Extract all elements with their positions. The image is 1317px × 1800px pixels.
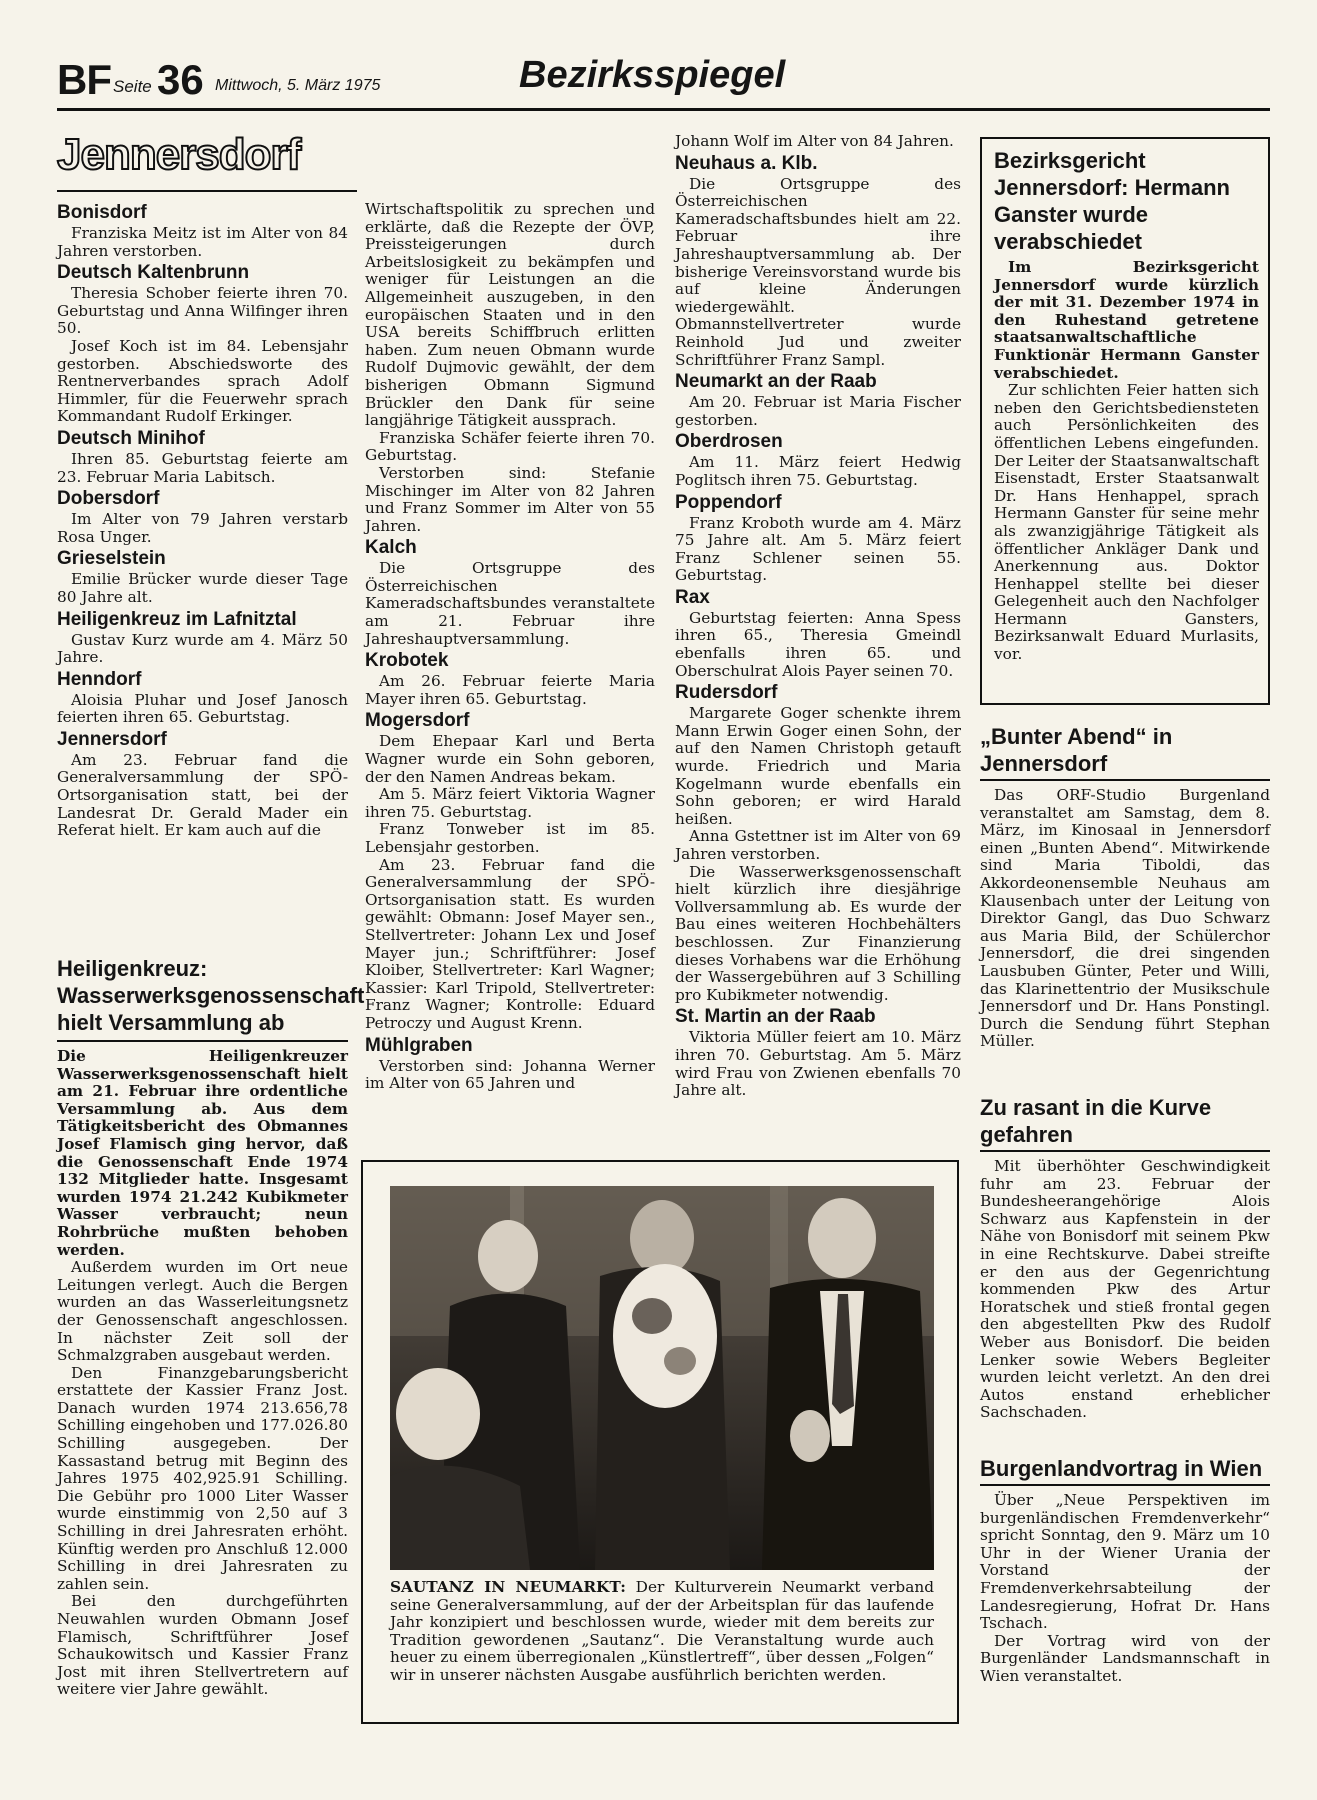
town-heading: Rax [675, 586, 710, 608]
news-paragraph: Franziska Meitz ist im Alter von 84 Jahren verstorben. [57, 224, 348, 260]
photo-box [361, 1160, 959, 1724]
town-heading: Deutsch Kaltenbrunn [57, 262, 250, 284]
news-paragraph: Am 23. Februar fand die Generalversammlung der SPÖ-Ortsorganisation statt, bei der Landesrat Dr. Gerald Mader ein Referat hielt. Er kam auch auf die [57, 750, 348, 840]
article-paragraph: Zur schlichten Feier hatten sich neben den Gerichtsbediensteten auch Persönlichkeiten des öffentlichen Lebens eingefunden. Der Leiter der Staatsanwaltschaft Eisenstadt, Erster Staatsanwalt Dr. Hans Henhappel, sprach Hermann Ganster für seine mehr als zwanzigjährige Tätigkeit als öffentlicher Ankläger Dank und Anerkennung aus. Doktor Henhappel stellte bei dieser Gelegenheit auch den Nachfolger Hermann Gansters, Bezirksanwalt Eduard Murlasits, vor. [994, 381, 1259, 664]
article-paragraph: Den Finanzgebarungsbericht erstattete der Kassier Franz Jost. Danach wurden 1974 213.656,78 Schilling eingehoben und 177.026.80 Schilling ausgegeben. Der Kassastand betrug mit Beginn des Jahres 1975 402,925.91 Schilling. Die Gebühr pro 1000 Liter Wasser wurde einstimmig von 2,50 auf 3 Schilling in drei Jahresraten erhöht. Künftig werden pro Anschluß 12.000 Schilling in drei Jahresraten zu zahlen sein. [57, 1363, 348, 1593]
news-paragraph: Dem Ehepaar Karl und Berta Wagner wurde ein Sohn geboren, der den Namen Andreas bekam. [365, 732, 655, 786]
photo-caption [390, 1579, 934, 1685]
column-1-local-news [57, 200, 348, 840]
town-heading: Kalch [365, 537, 417, 559]
news-paragraph: Anna Gstettner ist im Alter von 69 Jahren verstorben. [675, 827, 961, 863]
newspaper-logo: BF [57, 56, 111, 103]
town-heading: Heiligenkreuz im Lafnitztal [57, 608, 297, 630]
page-label: Seite [113, 77, 152, 96]
article-wasserwerk [57, 955, 365, 1699]
town-heading: Deutsch Minihof [57, 427, 205, 449]
news-paragraph: Johann Wolf im Alter von 84 Jahren. [675, 132, 954, 150]
news-paragraph: Verstorben sind: Johanna Werner im Alter von 65 Jahren und [365, 1056, 655, 1093]
article-paragraph: Bei den durchgeführten Neuwahlen wurden Obmann Josef Flamisch, Schriftführer Josef Schaukowitsch und Kassier Franz Jost mit ihren Stellvertretern auf weitere vier Jahre gewählt. [57, 1592, 348, 1699]
town-heading: Neumarkt an der Raab [675, 371, 877, 393]
town-heading: Dobersdorf [57, 488, 160, 510]
article-bunter-abend [980, 723, 1270, 1051]
photo-illustration [390, 1186, 934, 1570]
article-paragraph: Das ORF-Studio Burgenland veranstaltet am Samstag, dem 8. März, im Kinosaal in Jennersdorf einen „Bunten Abend“. Mitwirkende sind Maria Tiboldi, das Akkordeonensemble Neuhaus am Klausenbach unter der Leitung von Direktor Gangl, das Duo Schwarz aus Maria Bild, der Schülerchor Jennersdorf, die drei singenden Lausbuben Günter, Peter und Willi, das Klarinettentrio der Musikschule Jennersdorf und Dr. Hans Ponstingl. Durch die Sendung führt Stephan Müller. [980, 786, 1270, 1051]
news-paragraph: Am 20. Februar ist Maria Fischer gestorben. [675, 393, 961, 429]
town-heading: Poppendorf [675, 491, 782, 513]
town-heading: Oberdrosen [675, 431, 783, 453]
news-paragraph: Am 23. Februar fand die Generalversammlung der SPÖ-Ortsorganisation statt. Es wurden gewählt: Obmann: Josef Mayer sen., Stellvertreter: Johann Lex und Josef Mayer jun.; Schriftführer: Josef Kloiber, Stellvertreter: Karl Wagner; Kassier: Karl Tripold, Stellvertreter: Franz Wagner; Kontrolle: Eduard Petroczy und August Krenn. [365, 855, 655, 1032]
news-paragraph: Josef Koch ist im 84. Lebensjahr gestorben. Abschiedsworte des Rentnerverbandes sprach Adolf Himmler, für die Feuerwehr sprach Kommandant Rudolf Erkinger. [57, 336, 348, 426]
caption-lead: SAUTANZ IN NEUMARKT: [390, 1578, 626, 1596]
news-paragraph: Am 11. März feiert Hedwig Poglitsch ihren 75. Geburtstag. [675, 453, 961, 489]
town-heading: Mühlgraben [365, 1034, 473, 1056]
article-headline: Zu rasant in die Kurve gefahren [980, 1094, 1270, 1152]
town-heading: Rudersdorf [675, 682, 778, 704]
news-paragraph: Geburtstag feierten: Anna Spess ihren 65., Theresia Gmeindl ebenfalls ihren 65. und Oberschulrat Alois Payer seinen 70. [675, 608, 961, 680]
news-paragraph: Ihren 85. Geburtstag feierte am 23. Februar Maria Labitsch. [57, 449, 348, 486]
district-title [57, 130, 357, 192]
article-headline: Heiligenkreuz: Wasserwerksgenossenschaft hielt Versammlung ab [57, 955, 348, 1042]
caption-text: Der Kulturverein Neumarkt verband seine Generalversammlung, auf der der Arbeitsplan für das laufende Jahr konzipiert und beschlossen wurde, wieder mit dem bereits zur Tradition gewordenen „Sautanz“. Die Veranstaltung wurde auch heuer zu einem überregionalen „Künstlertreff“, über dessen „Folgen“ wir in unserer nächsten Ausgabe ausführlich berichten werden. [390, 1578, 934, 1684]
masthead [57, 52, 1270, 111]
boxed-article-bezirksgericht [980, 137, 1270, 705]
news-paragraph: Die Ortsgruppe des Österreichischen Kameradschaftsbundes hielt am 22. Februar ihre Jahreshauptversammlung ab. Der bisherige Vereinsvorstand wurde bis auf kleine Änderungen wiedergewählt. Obmannstellvertreter wurde Reinhold Jud und zweiter Schriftführer Franz Sampl. [675, 174, 961, 369]
article-paragraph: Mit überhöhter Geschwindigkeit fuhr am 23. Februar der Bundesheerangehörige Alois Schwarz aus Kapfenstein in der Nähe von Bonisdorf mit seinem Pkw in eine Rechtskurve. Dabei streifte er den aus der Gegenrichtung kommenden Pkw des Artur Horatschek und stieß frontal gegen den abgestellten Pkw des Rudolf Weber aus Bonisdorf. Die beiden Lenker sowie Webers Begleiter wurden leicht verletzt. An den drei Autos enstand erheblicher Sachschaden. [980, 1157, 1270, 1422]
news-paragraph: Emilie Brücker wurde dieser Tage 80 Jahre alt. [57, 570, 348, 606]
article-paragraph: Über „Neue Perspektiven im burgenländischen Fremdenverkehr“ spricht Sonntag, den 9. März um 10 Uhr in der Wiener Urania der Vorstand der Fremdenverkehrsabteilung der Landesregierung, Hofrat Dr. Hans Tschach. [980, 1491, 1270, 1633]
news-paragraph: Franz Kroboth wurde am 4. März 75 Jahre alt. Am 5. März feiert Franz Schlener seinen 55. Geburtstag. [675, 513, 961, 585]
article-paragraph: Der Vortrag wird von der Burgenländer Landsmannschaft in Wien veranstaltet. [980, 1631, 1270, 1685]
town-heading: Neuhaus a. Klb. [675, 152, 818, 174]
article-headline: „Bunter Abend“ in Jennersdorf [980, 723, 1270, 781]
news-paragraph: Franz Tonweber ist im 85. Lebensjahr gestorben. [365, 820, 655, 856]
article-headline: Burgenlandvortrag in Wien [980, 1455, 1270, 1486]
news-paragraph: Theresia Schober feierte ihren 70. Geburtstag und Anna Wilfinger ihren 50. [57, 284, 348, 338]
news-paragraph: Gustav Kurz wurde am 4. März 50 Jahre. [57, 630, 348, 667]
article-headline: Bezirksgericht Jennersdorf: Hermann Ganster wurde verabschiedet [994, 148, 1230, 254]
article-paragraph: Außerdem wurden im Ort neue Leitungen verlegt. Auch die Bergen wurden an das Wasserleitungsnetz der Genossenschaft angeschlossen. In nächster Zeit soll der Schmalzgraben ausgebaut werden. [57, 1258, 348, 1365]
news-paragraph: Verstorben sind: Stefanie Mischinger im Alter von 82 Jahren und Franz Sommer im Alter von 55 Jahren. [365, 463, 655, 535]
news-paragraph: Margarete Goger schenkte ihrem Mann Erwin Goger einen Sohn, der auf den Namen Christoph getauft wurde. Friedrich und Maria Kogelmann wurde ebenfalls ein Sohn geboren; er wird Harald heißen. [675, 704, 961, 828]
town-heading: St. Martin an der Raab [675, 1006, 876, 1028]
article-lede: Im Bezirksgericht Jennersdorf wurde kürzlich der mit 31. Dezember 1974 in den Ruhestand getretene staatsanwaltschaftliche Funktionär Hermann Ganster verabschiedet. [994, 258, 1259, 382]
article-burgenlandvortrag [980, 1455, 1270, 1686]
news-paragraph: Aloisia Pluhar und Josef Janosch feierten ihren 65. Geburtstag. [57, 690, 348, 727]
page-number: 36 [157, 56, 204, 103]
news-paragraph: Viktoria Müller feiert am 10. März ihren 70. Geburtstag. Am 5. März wird Frau von Zwienen ebenfalls 70 Jahre alt. [675, 1028, 961, 1100]
news-paragraph: Die Wasserwerksgenossenschaft hielt kürzlich ihre diesjährige Vollversammlung ab. Es wurde der Bau eines weiteren Hochbehälters beschlossen. Zur Finanzierung dieses Vorhabens war die Erhöhung der Wassergebühren auf 3 Schilling pro Kubikmeter notwendig. [675, 862, 961, 1004]
news-photo-sautanz [390, 1186, 934, 1570]
column-3-local-news [675, 133, 961, 1100]
town-heading: Jennersdorf [57, 728, 167, 750]
news-paragraph: Franziska Schäfer feierte ihren 70. Geburtstag. [365, 428, 655, 465]
article-lede: Die Heiligenkreuzer Wasserwerksgenossenschaft hielt am 21. Februar ihre ordentliche Versammlung ab. Aus dem Tätigkeitsbericht des Obmannes Josef Flamisch ging hervor, daß die Genossenschaft Ende 1974 132 Mitglieder hatte. Insgesamt wurden 1974 21.242 Kubikmeter Wasser verbraucht; neun Rohrbrüche mußten behoben werden. [57, 1047, 348, 1259]
town-heading: Henndorf [57, 668, 142, 690]
article-kurve [980, 1094, 1270, 1422]
news-paragraph: Die Ortsgruppe des Österreichischen Kameradschaftsbundes veranstaltete am 21. Februar ihre Jahreshauptversammlung. [365, 559, 655, 648]
section-title: Bezirksspiegel [519, 54, 786, 96]
town-heading: Grieselstein [57, 548, 166, 570]
town-heading: Krobotek [365, 650, 449, 672]
issue-date: Mittwoch, 5. März 1975 [215, 77, 381, 94]
town-heading: Bonisdorf [57, 202, 147, 223]
column-2-local-news [365, 201, 655, 1093]
news-paragraph: Im Alter von 79 Jahren verstarb Rosa Unger. [57, 510, 348, 546]
news-paragraph: Am 5. März feiert Viktoria Wagner ihren 75. Geburtstag. [365, 785, 655, 821]
district-title-text: Jennersdorf [57, 130, 301, 179]
town-heading: Mogersdorf [365, 710, 470, 732]
news-paragraph: Am 26. Februar feierte Maria Mayer ihren 65. Geburtstag. [365, 672, 655, 708]
news-paragraph: Wirtschaftspolitik zu sprechen und erklärte, daß die Rezepte der ÖVP, Preissteigerungen durch Arbeitslosigkeit zu bekämpfen und weniger für Leistungen an die Allgemeinheit auszugeben, in den europäischen Staaten und in den USA bereits Schiffbruch erlitten haben. Zum neuen Obmann wurde Rudolf Dujmovic gewählt, der dem bisherigen Obmann Sigmund Brückler den Dank für seine langjährige Tätigkeit aussprach. [365, 200, 655, 430]
